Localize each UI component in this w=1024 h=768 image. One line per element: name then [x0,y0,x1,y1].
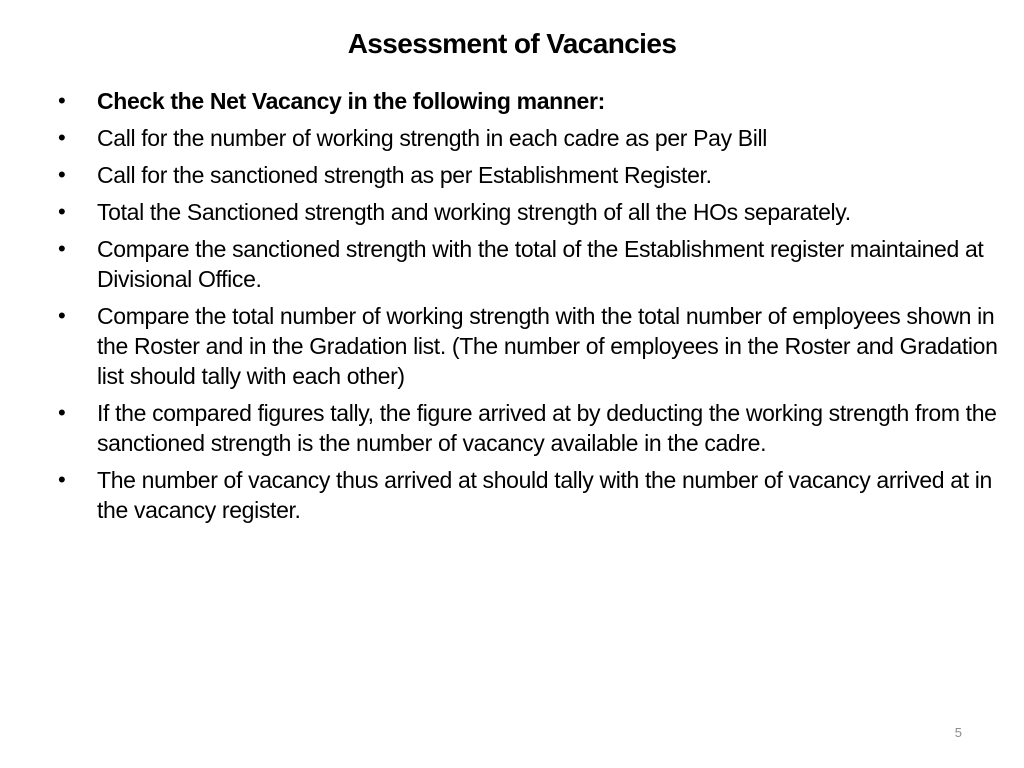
slide-title: Assessment of Vacancies [347,28,677,59]
bullet-item [58,197,1003,227]
bullet-text: Check the Net Vacancy in the following manner: [97,88,605,114]
bullet-icon: • [58,88,66,113]
bullet-text: Compare the total number of working strength with the total number of employees shown in the Roster and in the Gradation list. (The number of employees in the Roster and Gradation list should tally with each other) [97,303,998,389]
bullet-item [58,398,1003,458]
bullet-text: The number of vacancy thus arrived at should tally with the number of vacancy arrived at in the vacancy register. [97,467,993,523]
bullet-icon: • [58,125,66,150]
bullet-text: Total the Sanctioned strength and working strength of all the HOs separately. [97,199,851,225]
bullet-item [58,465,1003,525]
bullet-icon: • [58,400,66,425]
bullet-item [58,160,1003,190]
bullet-icon: • [58,467,66,492]
bullet-icon: • [58,236,66,261]
bullet-text: Call for the sanctioned strength as per Establishment Register. [97,162,712,188]
bullet-item [58,301,1003,391]
bullet-text: Call for the number of working strength in each cadre as per Pay Bill [97,125,768,151]
bullet-text: If the compared figures tally, the figure arrived at by deducting the working strength from the sanctioned strength is the number of vacancy available in the cadre. [97,400,997,456]
bullet-list [58,86,1003,532]
bullet-text: Compare the sanctioned strength with the total of the Establishment register maintained at Divisional Office. [97,236,984,292]
bullet-item [58,234,1003,294]
bullet-icon: • [58,199,66,224]
bullet-item-heading [58,86,1003,116]
bullet-icon: • [58,162,66,187]
bullet-icon: • [58,303,66,328]
page-number: 5 [954,725,962,740]
bullet-item [58,123,1003,153]
